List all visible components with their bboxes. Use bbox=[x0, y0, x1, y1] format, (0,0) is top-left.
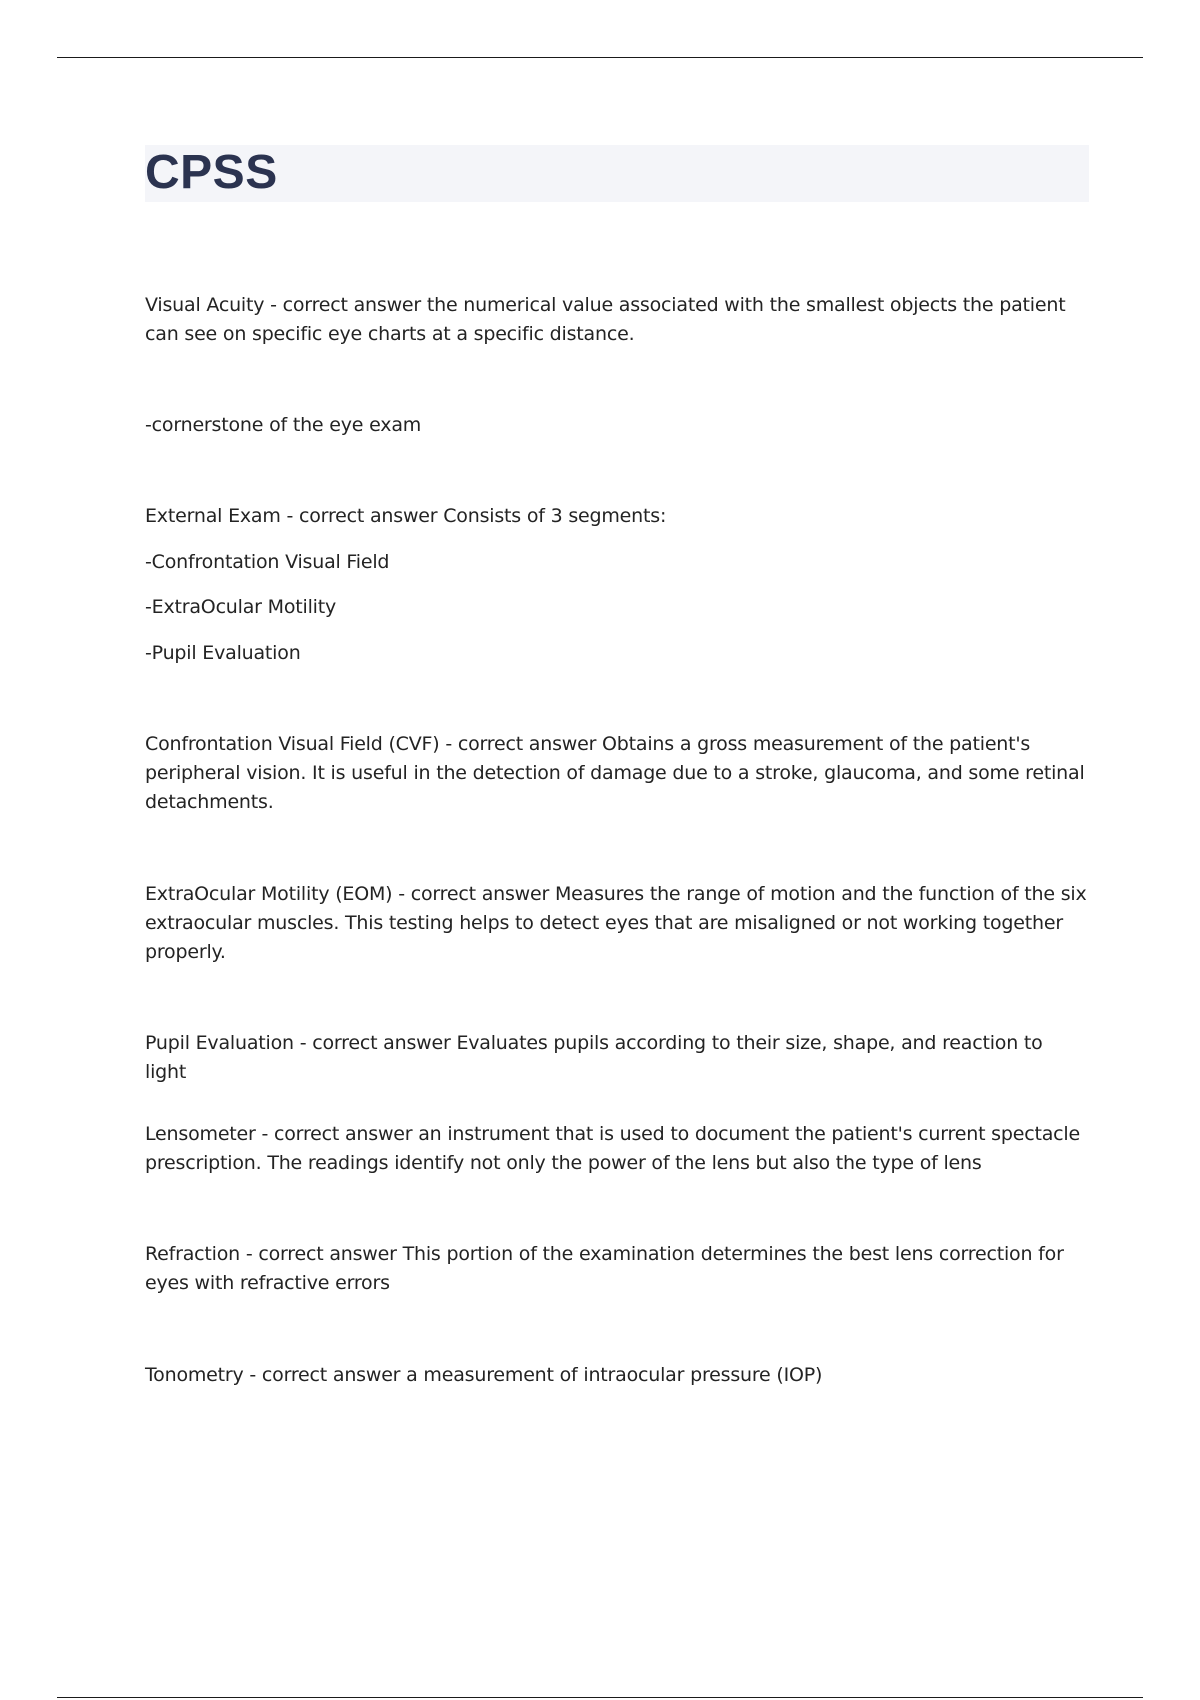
entry-extraocular-motility: ExtraOcular Motility (EOM) - correct answer Measures the range of motion and the function of the six extraocular muscles. This testing helps to detect eyes that are misaligned or not working together properly. bbox=[145, 883, 1087, 963]
entry-extraocular-motility-item: -ExtraOcular Motility bbox=[145, 596, 337, 618]
entry-visual-acuity: Visual Acuity - correct answer the numerical value associated with the smallest objects the patient can see on specific eye charts at a specific distance. bbox=[145, 294, 1066, 345]
entry-confrontation-visual-field: Confrontation Visual Field (CVF) - correct answer Obtains a gross measurement of the patient's peripheral vision. It is useful in the detection of damage due to a stroke, glaucoma, and some retinal detachments. bbox=[145, 733, 1085, 813]
title-banner bbox=[145, 145, 1089, 202]
entry-confrontation-visual-field-item: -Confrontation Visual Field bbox=[145, 551, 390, 573]
entry-lensometer: Lensometer - correct answer an instrument that is used to document the patient's current spectacle prescription. The readings identify not only the power of the lens but also the type of lens bbox=[145, 1123, 1080, 1174]
entry-refraction: Refraction - correct answer This portion of the examination determines the best lens correction for eyes with refractive errors bbox=[145, 1243, 1064, 1294]
entry-pupil-evaluation: Pupil Evaluation - correct answer Evaluates pupils according to their size, shape, and reaction to light bbox=[145, 1032, 1043, 1083]
entry-external-exam: External Exam - correct answer Consists of 3 segments: bbox=[145, 505, 667, 527]
top-rule bbox=[57, 57, 1143, 58]
entry-tonometry: Tonometry - correct answer a measurement of intraocular pressure (IOP) bbox=[145, 1364, 823, 1386]
page-title: CPSS bbox=[145, 146, 278, 199]
entry-cornerstone: -cornerstone of the eye exam bbox=[145, 414, 422, 436]
entry-pupil-evaluation-item: -Pupil Evaluation bbox=[145, 642, 301, 664]
bottom-rule bbox=[57, 1697, 1143, 1698]
